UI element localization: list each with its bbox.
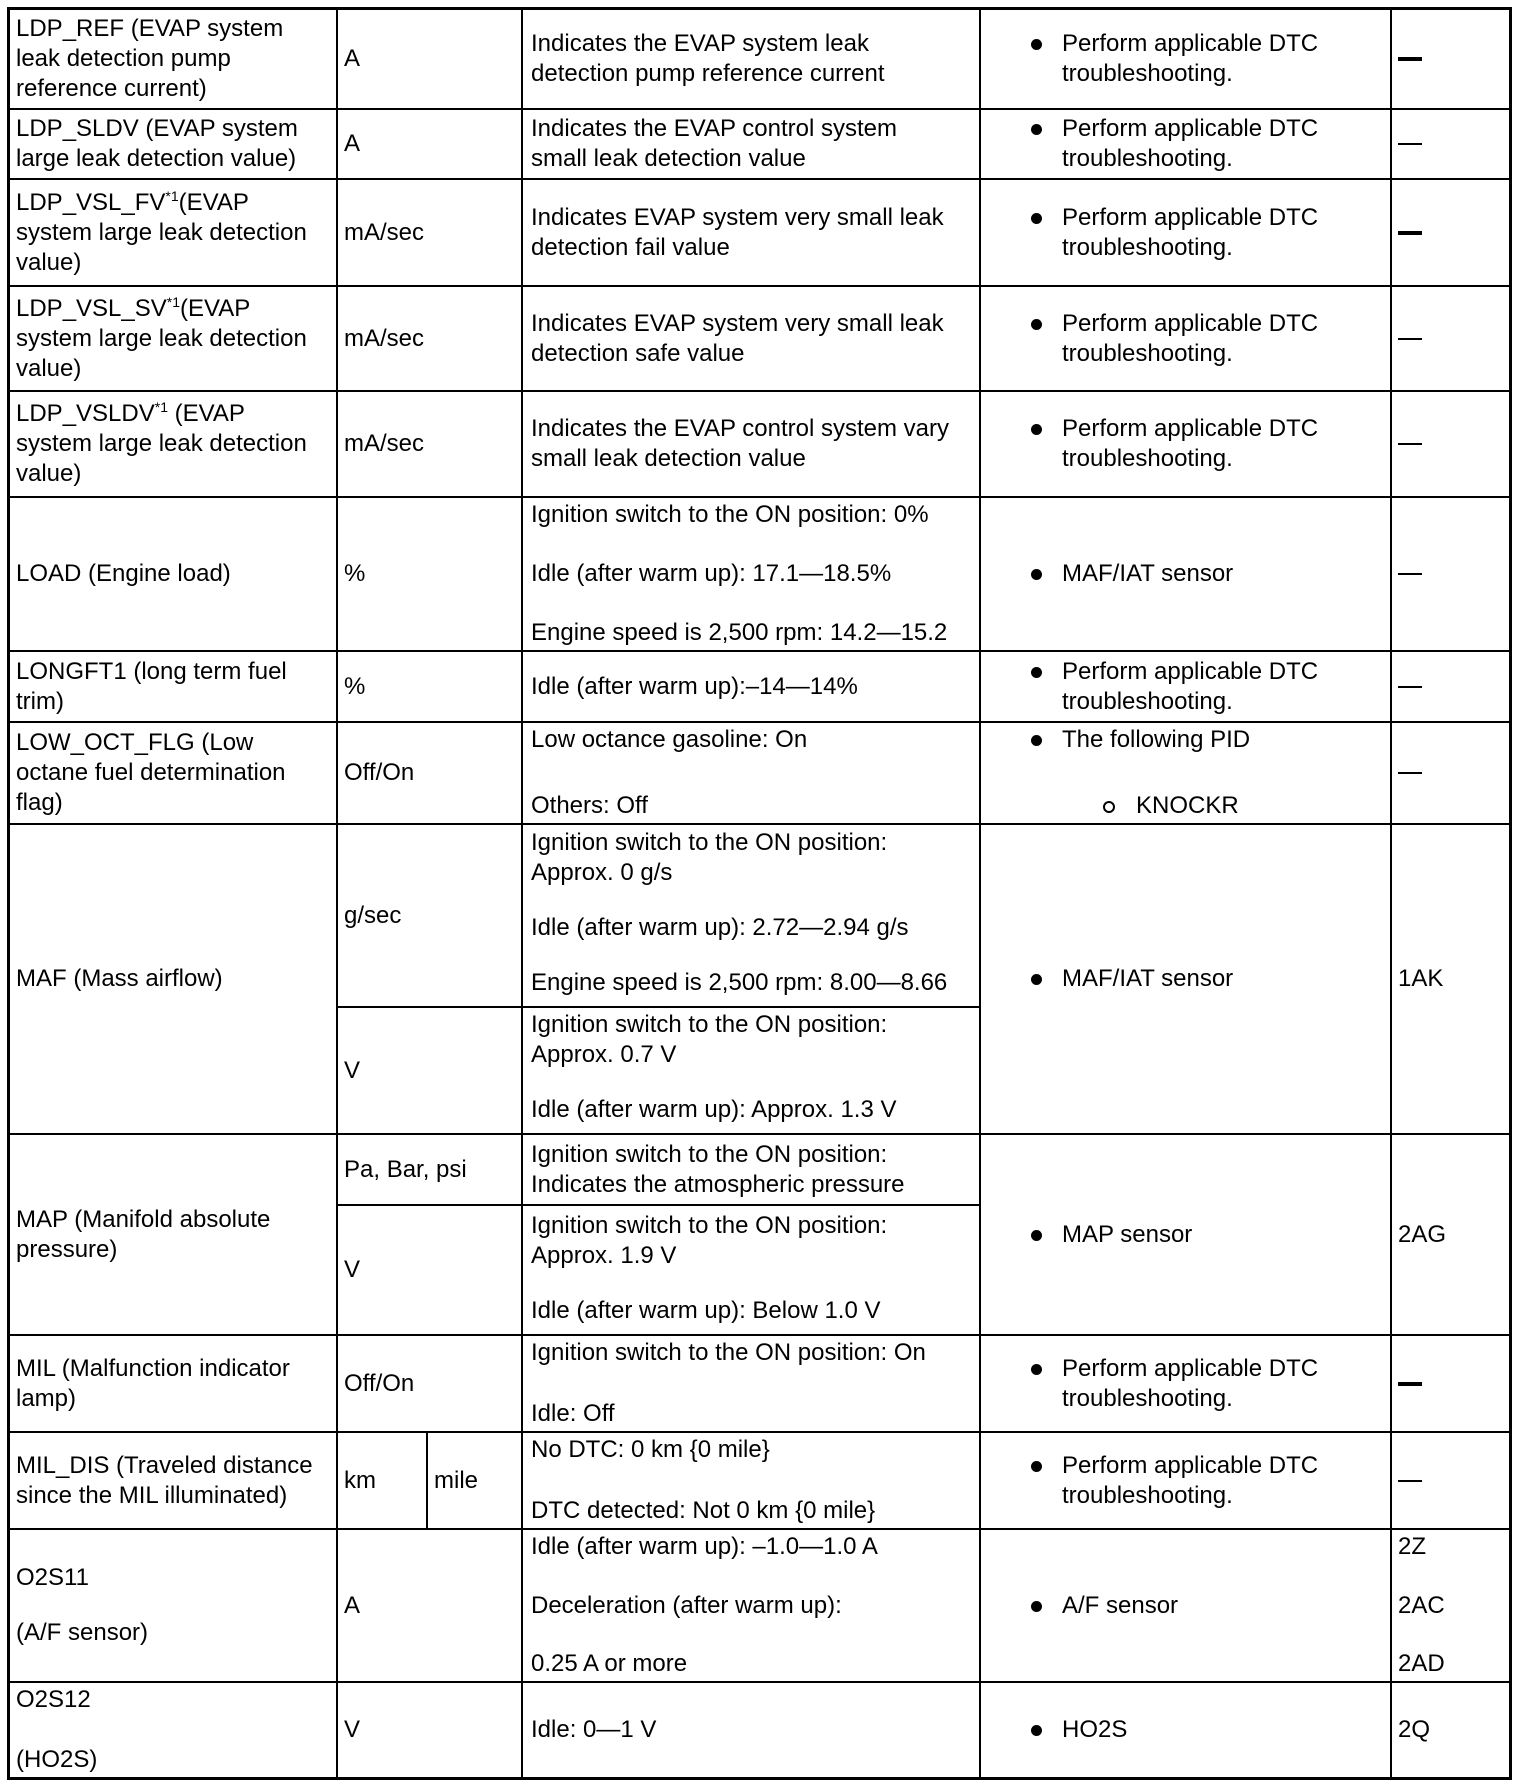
reference-cell [1392,10,1509,108]
condition-cell: Idle: 0—1 V [531,1716,657,1743]
unit-cell: V [344,1256,361,1283]
action-cell: Perform applicable DTC troubleshooting. [981,10,1390,108]
condition-cell: Indicates the EVAP system leak detection pump reference current [531,30,885,87]
unit-cell: V [344,1716,361,1743]
action-cell: MAP sensor [981,1135,1390,1334]
none-dash [1398,686,1422,688]
table-row-o2s12-name: O2S12 (HO2S) [16,1686,98,1773]
unit-cell: km [344,1466,376,1494]
reference-cell [1392,723,1509,823]
reference-cell [1392,110,1509,178]
condition-cell: Indicates EVAP system very small leak detection fail value [531,203,944,261]
condition-cell: Ignition switch to the ON position: Approx. 0.7 V Idle (after warm up): Approx. 1.3 V [531,1011,897,1123]
action-cell: Perform applicable DTC troubleshooting. [981,1336,1390,1431]
reference-cell [1392,498,1509,650]
unit-cell: mA/sec [344,430,425,457]
unit-cell: A [344,45,361,72]
none-dash [1398,57,1422,61]
reference-cell [1392,287,1509,390]
none-dash [1398,143,1422,145]
action-cell: Perform applicable DTC troubleshooting. [981,180,1390,285]
action-cell: A/F sensor [981,1530,1390,1681]
none-dash [1398,338,1422,340]
table-row-ldp-vsl-fv-name: LDP_VSL_FV$^{*1}$(EVAP system large leak detection value) [16,187,307,276]
none-dash [1398,772,1422,774]
reference-cell: 1AK [1398,965,1444,992]
table-row-ldp-sldv-name: LDP_SLDV (EVAP system large leak detection value) [16,115,298,172]
unit-alt-cell: mile [434,1466,479,1494]
table-row-o2s11-name: O2S11 (A/F sensor) [16,1564,149,1646]
table-row-ldp-vsldv-name: LDP_VSLDV$^{*1}$ (EVAP system large leak detection value) [16,399,307,487]
action-cell: MAF/IAT sensor [981,825,1390,1133]
none-dash [1398,1480,1422,1482]
condition-cell: Idle (after warm up):–14—14% [531,672,858,700]
unit-cell: g/sec [344,902,402,929]
action-cell: Perform applicable DTC troubleshooting. [981,652,1390,721]
table-row-load-name: LOAD (Engine load) [16,560,231,587]
table-row-mil-name: MIL (Malfunction indicator lamp) [16,1354,290,1412]
condition-cell: No DTC: 0 km {0 mile} DTC detected: Not 0 km {0 mile} [531,1436,876,1524]
reference-cell: 2Z 2AC 2AD [1398,1533,1445,1677]
condition-cell: Indicates the EVAP control system vary small leak detection value [531,415,949,472]
reference-cell [1392,392,1509,496]
condition-cell: Ignition switch to the ON position: Indicates the atmospheric pressure [531,1140,905,1198]
table-row-ldp-vsl-sv-name: LDP_VSL_SV$^{*1}$(EVAP system large leak detection value) [16,293,307,382]
unit-cell: % [344,672,366,700]
action-cell: Perform applicable DTC troubleshooting. [981,110,1390,178]
reference-cell: 2Q [1398,1716,1431,1743]
condition-cell: Ignition switch to the ON position: Approx. 0 g/s Idle (after warm up): 2.72—2.94 g/s Engine speed is 2,500 rpm: 8.00—8.66 [531,829,948,996]
condition-cell: Ignition switch to the ON position: 0% Idle (after warm up): 17.1—18.5% Engine speed is 2,500 rpm: 14.2—15.2 [531,501,948,646]
action-cell: MAF/IAT sensor [981,498,1390,650]
unit-cell: mA/sec [344,324,425,352]
none-dash [1398,231,1422,235]
reference-cell [1392,1336,1509,1431]
action-cell: Perform applicable DTC troubleshooting. [981,1433,1390,1528]
reference-cell [1392,652,1509,721]
unit-cell: A [344,130,361,157]
unit-cell: Off/On [344,1369,415,1397]
unit-cell: Pa, Bar, psi [344,1155,467,1183]
reference-cell: 2AG [1398,1220,1447,1248]
table-row-mil-dis-name: MIL_DIS (Traveled distance since the MIL illuminated) [16,1451,313,1509]
none-dash [1398,443,1422,445]
unit-cell: Off/On [344,759,415,786]
action-cell: HO2S [981,1683,1390,1777]
action-cell: The following PID KNOCKR [981,723,1390,823]
reference-cell [1392,180,1509,285]
table-row-map-name: MAP (Manifold absolute pressure) [16,1205,271,1263]
unit-cell: V [344,1056,361,1084]
condition-cell: Ignition switch to the ON position: On Idle: Off [531,1339,926,1427]
table-row-maf-name: MAF (Mass airflow) [16,965,223,992]
condition-cell: Low octance gasoline: On Others: Off [531,726,808,819]
condition-cell: Indicates EVAP system very small leak detection safe value [531,309,944,367]
unit-cell: mA/sec [344,218,425,246]
none-dash [1398,573,1422,575]
table-row-ldp-ref-name: LDP_REF (EVAP system leak detection pump reference current) [16,15,284,102]
condition-cell: Indicates the EVAP control system small leak detection value [531,115,897,172]
condition-cell: Ignition switch to the ON position: Approx. 1.9 V Idle (after warm up): Below 1.0 V [531,1212,888,1324]
table-row-low-oct-flg-name: LOW_OCT_FLG (Low octane fuel determination flag) [16,729,286,816]
action-cell: Perform applicable DTC troubleshooting. [981,287,1390,390]
action-cell: Perform applicable DTC troubleshooting. [981,392,1390,496]
table-row-longft1-name: LONGFT1 (long term fuel trim) [16,657,287,715]
none-dash [1398,1382,1422,1386]
unit-cell: % [344,560,366,587]
condition-cell: Idle (after warm up): –1.0—1.0 A Deceleration (after warm up): 0.25 A or more [531,1533,878,1677]
unit-cell: A [344,1591,361,1619]
reference-cell [1392,1433,1509,1528]
